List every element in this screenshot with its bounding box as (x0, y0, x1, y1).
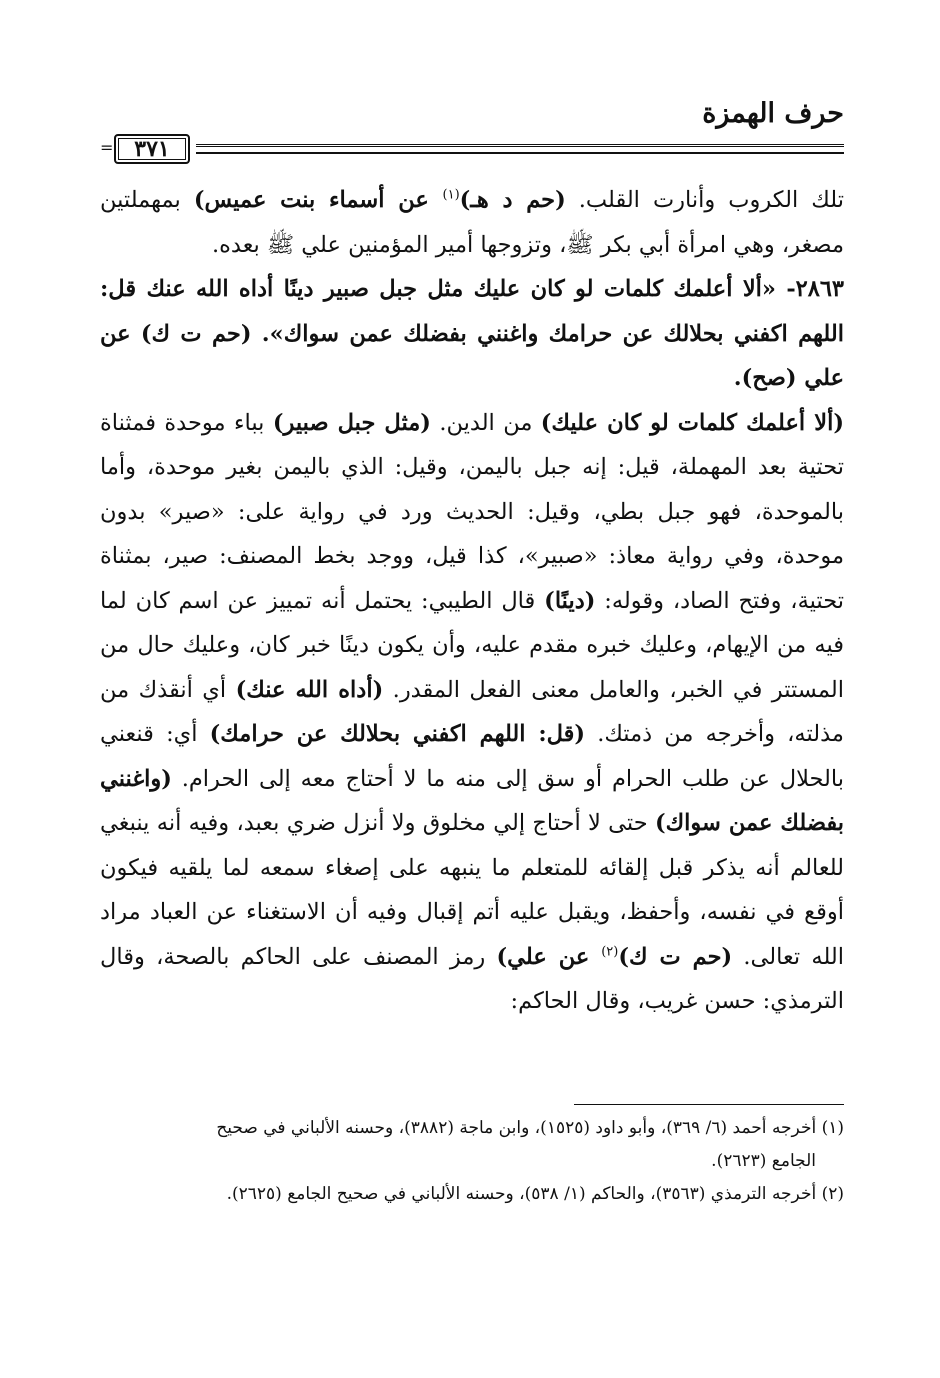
footnotes (100, 1112, 844, 1211)
text-run: بباء موحدة فمثناة تحتية بعد المهملة، قيل: إنه جبل باليمن، وقيل: الذي باليمن بغير موحدة، وأما بالموحدة، فهو جبل بطي، وقيل: الحديث ورد في رواية على: «صير» بدون موحدة، وفي رواية معاذ: «صبير»، كذا قيل، ووجد بخط المصنف: صير، بمثناة تحتية، وفتح الصاد، وقوله: (100, 409, 844, 614)
source-code: (حم د هـ) (459, 187, 566, 213)
quoted-phrase: (قل: اللهم اكفني بحلالك عن حرامك) (209, 721, 586, 747)
text-run: تلك الكروب وأنارت القلب. (565, 187, 844, 213)
quoted-phrase: (دينًا) (544, 587, 596, 614)
quoted-phrase: (أداه الله عنك) (235, 676, 384, 703)
footnote-area (100, 0, 844, 1378)
text-run: بمهملتين مصغر، وهي امرأة أبي بكر ﷺ، وتزوجها أمير المؤمنين علي ﷺ بعده. (100, 187, 844, 258)
text-run: أي أنقذك من مذلته، وأخرجه من ذمتك. (100, 676, 844, 747)
quoted-phrase: (واغنني بفضلك عمن سواك) (100, 765, 844, 836)
text-run: رمز المصنف على الحاكم بالصحة، وقال الترمذي: حسن غريب، وقال الحاكم: (100, 943, 844, 1014)
narrator-name: عن علي) (496, 943, 602, 970)
footnote-ref-1: (١) (442, 187, 460, 203)
source-code: (حم ت ك) (618, 943, 733, 970)
text-run: أي: قنعني بالحلال عن طلب الحرام أو سق إلى منه ما لا أحتاج معه إلى الحرام. (100, 721, 844, 792)
narrator-name: عن أسماء بنت عميس) (193, 187, 443, 213)
footnote-ref-2: (٢) (601, 944, 619, 959)
footnote-separator (574, 1104, 844, 1105)
footnote-1-text: (١) أخرجه أحمد (٦/ ٣٦٩)، وأبو داود (١٥٢٥)، وابن ماجة (٣٨٨٢)، وحسنه الألباني في صحيح (216, 1118, 844, 1138)
page-number: ٣٧١ (114, 134, 190, 164)
footnote-1-continued: الجامع (٢٦٢٣). (711, 1151, 816, 1171)
hadith-text: ٢٨٦٣- «ألا أعلمك كلمات لو كان عليك مثل جبل صبير دينًا أداه الله عنك قل: اللهم اكفني بحلالك عن حرامك واغنني بفضلك عمن سواك». (حم ت ك) عن علي (صح). (100, 276, 844, 391)
running-header-title: حرف الهمزة (702, 98, 844, 129)
footnote-2: (٢) أخرجه الترمذي (٣٥٦٣)، والحاكم (١/ ٥٣٨)، وحسنه الألباني في صحيح الجامع (٢٦٢٥). (226, 1184, 844, 1204)
quoted-phrase: (مثل جبل صبير) (272, 409, 431, 436)
header-mark: = (100, 138, 114, 157)
text-run: قال الطيبي: يحتمل أنه تمييز عن اسم كان لما فيه من الإيهام، وعليك خبره مقدم عليه، وأن يكون دينًا خبر كان، وعليك حال من المستتر في الخبر، والعامل معنى الفعل المقدر. (100, 587, 844, 703)
text-run: من الدين. (430, 409, 541, 436)
text-run: حتى لا أحتاج إلي مخلوق ولا أنزل ضري بعبد، وفيه أنه ينبغي للعالم أنه يذكر قبل إلقائه للمتعلم ما ينبهه على إصغاء سمعه لما يلقيه فيكون أوقع في نفسه، وأحفظ، ويقبل عليه أتم إقبال وفيه أن الاستغناء عن العباد مراد الله تعالى. (100, 810, 844, 970)
footnote-1 (100, 1112, 844, 1145)
quoted-phrase: (ألا أعلمك كلمات لو كان عليك) (540, 409, 844, 436)
